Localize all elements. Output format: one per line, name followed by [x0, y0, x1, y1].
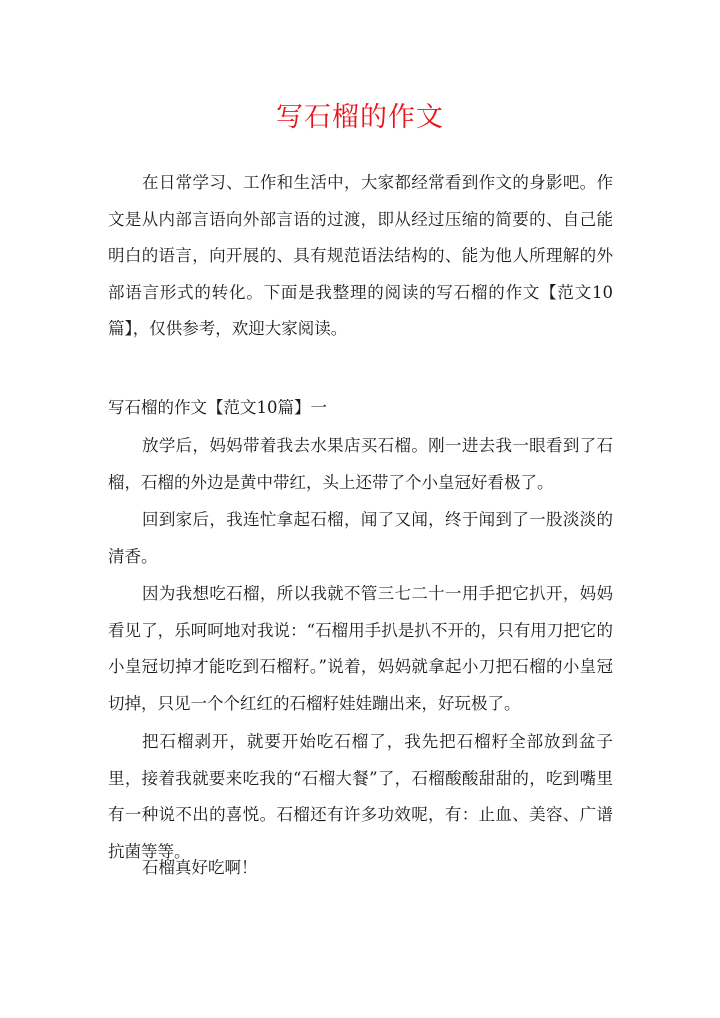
document-title: 写石榴的作文: [276, 102, 444, 133]
section-heading: 写石榴的作文【范文10篇】一: [108, 398, 327, 417]
intro-paragraph: 在日常学习、工作和生活中，大家都经常看到作文的身影吧。作文是从内部言语向外部言语的过渡，即从经过压缩的简要的、自己能明白的语言，向开展的、具有规范语法结构的、能为他人所理解的外部语言形式的转化。下面是我整理的阅读的写石榴的作文【范文10篇】，仅供参考，欢迎大家阅读。: [108, 173, 613, 338]
body-paragraph-2: 回到家后，我连忙拿起石榴，闻了又闻，终于闻到了一股淡淡的清香。: [108, 510, 613, 566]
body-paragraph-5: 石榴真好吃啊！: [142, 858, 258, 877]
body-paragraph-4: 把石榴剥开，就要开始吃石榴了，我先把石榴籽全部放到盆子里，接着我就要来吃我的“石榴大餐”了，石榴酸酸甜甜的，吃到嘴里有一种说不出的喜悦。石榴还有许多功效呢，有：止血、美容、广谱抗菌等等。: [108, 732, 613, 861]
body-paragraph-1: 放学后，妈妈带着我去水果店买石榴。刚一进去我一眼看到了石榴，石榴的外边是黄中带红，头上还带了个小皇冠好看极了。: [108, 436, 613, 492]
body-paragraph-3: 因为我想吃石榴，所以我就不管三七二十一用手把它扒开，妈妈看见了，乐呵呵地对我说：“石榴用手扒是扒不开的，只有用刀把它的小皇冠切掉才能吃到石榴籽。”说着，妈妈就拿起小刀把石榴的小皇冠切掉，只见一个个红红的石榴籽娃娃蹦出来，好玩极了。: [108, 584, 613, 713]
